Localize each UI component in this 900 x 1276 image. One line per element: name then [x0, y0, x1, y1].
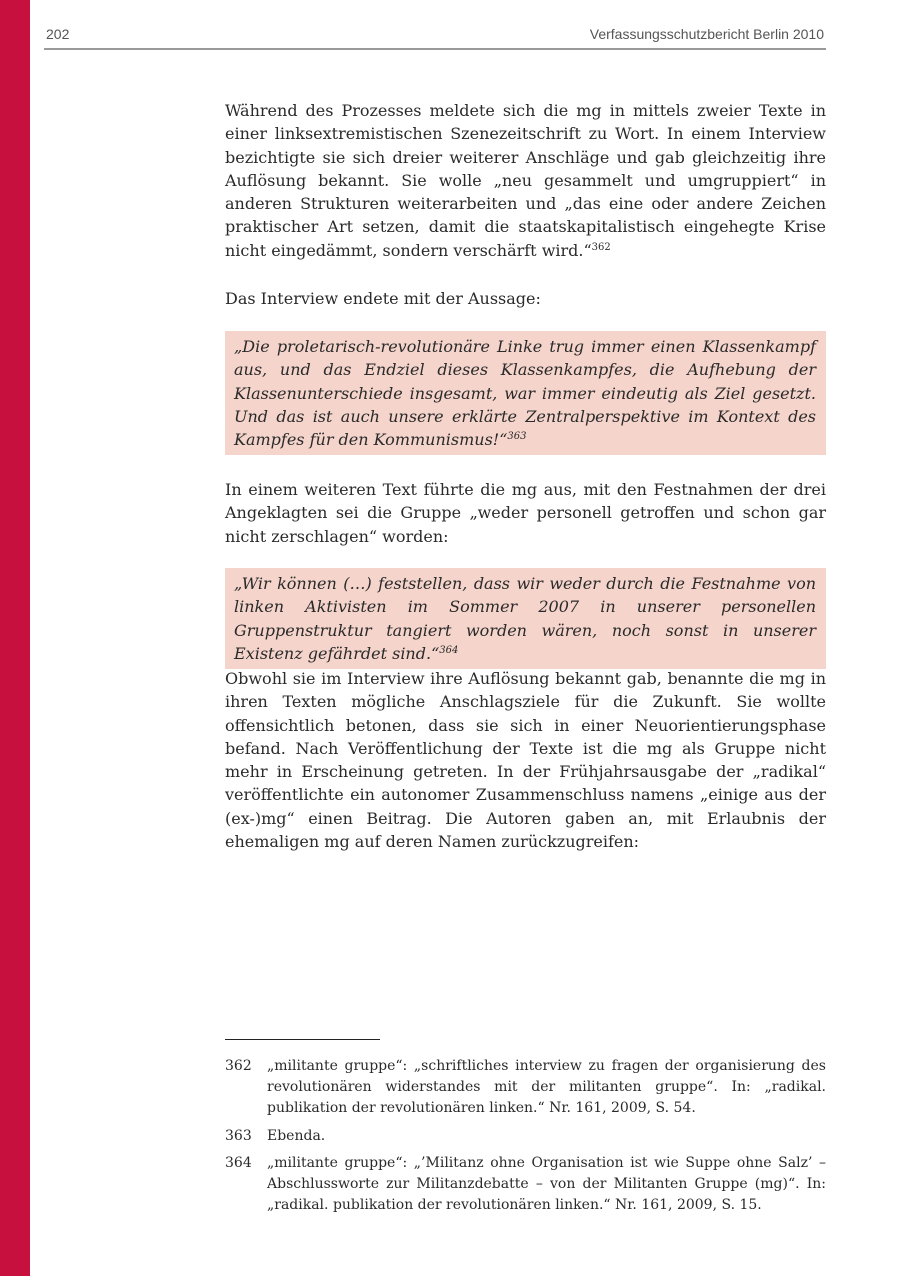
- block-quote-1: [225, 331, 826, 455]
- footnote-number: 363: [225, 1128, 252, 1144]
- footnote-ref[interactable]: 364: [439, 644, 459, 656]
- quote-text: „Wir können (…) feststellen, dass wir weder durch die Festnahme von linken Aktivisten im Sommer 2007 in unserer personellen Gruppenstruktur tangiert worden wären, noch sonst in unserer Existenz gefährdet sind.“: [234, 574, 816, 663]
- footnote: [225, 1153, 826, 1216]
- paragraph-text: Das Interview endete mit der Aussage:: [225, 289, 541, 308]
- paragraph-4: [225, 667, 826, 853]
- page-number: 202: [46, 26, 70, 42]
- footnote: [225, 1126, 826, 1147]
- paragraph-text: Obwohl sie im Interview ihre Auflösung bekannt gab, benannte die mg in ihren Texten mögliche Anschlagsziele für die Zukunft. Sie wollte offensichtlich betonen, dass sie sich in einer Neuorientierungsphase befand. Nach Veröffentlichung der Texte ist die mg als Gruppe nicht mehr in Erscheinung getreten. In der Frühjahrsausgabe der „radikal“ veröffentlichte ein autonomer Zusammenschluss namens „einige aus der (ex-)mg“ einen Beitrag. Die Autoren gaben an, mit Erlaubnis der ehemaligen mg auf deren Namen zurückzugreifen:: [225, 669, 826, 852]
- paragraph-text: In einem weiteren Text führte die mg aus, mit den Festnahmen der drei Angeklagten sei die Gruppe „weder personell getroffen und schon gar nicht zerschlagen“ worden:: [225, 480, 826, 546]
- footnote-divider: [225, 1039, 380, 1040]
- paragraph-2: [225, 287, 826, 310]
- red-margin-bar: [0, 0, 30, 1276]
- footnote-number: 364: [225, 1155, 252, 1171]
- footnote: [225, 1056, 826, 1119]
- paragraph-3: [225, 478, 826, 548]
- footnote-number: 362: [225, 1058, 252, 1074]
- page-header: [44, 24, 826, 50]
- quote-text: „Die proletarisch-revolutionäre Linke trug immer einen Klassenkampf aus, und das Endziel dieses Klassenkampfes, die Aufhebung der Klassenunterschiede insgesamt, war immer eindeutig als Ziel gesetzt. Und das ist auch unsere erklärte Zentralperspektive im Kontext des Kampfes für den Kommunismus!“: [234, 337, 816, 450]
- footnote-text: „militante gruppe“: „’Militanz ohne Organisation ist wie Suppe ohne Salz’ – Abschlussworte zur Militanzdebatte – von der Militanten Gruppe (mg)“. In: „radikal. publikation der revolutionären linken.“ Nr. 161, 2009, S. 15.: [267, 1155, 826, 1213]
- footnote-text: Ebenda.: [267, 1128, 326, 1144]
- block-quote-2: [225, 568, 826, 669]
- paragraph-text: Während des Prozesses meldete sich die mg in mittels zweier Texte in einer linksextremistischen Szenezeitschrift zu Wort. In einem Interview bezichtigte sie sich dreier weiterer Anschläge und gab gleichzeitig ihre Auflösung bekannt. Sie wolle „neu gesammelt und umgruppiert“ in anderen Strukturen weiterarbeiten und „das eine oder andere Zeichen praktischer Art setzen, damit die staatskapitalistisch eingehegte Krise nicht eingedämmt, sondern verschärft wird.“: [225, 101, 826, 260]
- footnote-ref[interactable]: 362: [591, 241, 611, 253]
- paragraph-1: [225, 99, 826, 262]
- running-title: Verfassungsschutzbericht Berlin 2010: [589, 26, 824, 42]
- footnote-text: „militante gruppe“: „schriftliches interview zu fragen der organisierung des revolutionären widerstandes mit der militanten gruppe“. In: „radikal. publikation der revolutionären linken.“ Nr. 161, 2009, S. 54.: [267, 1058, 826, 1116]
- footnote-ref[interactable]: 363: [507, 431, 527, 443]
